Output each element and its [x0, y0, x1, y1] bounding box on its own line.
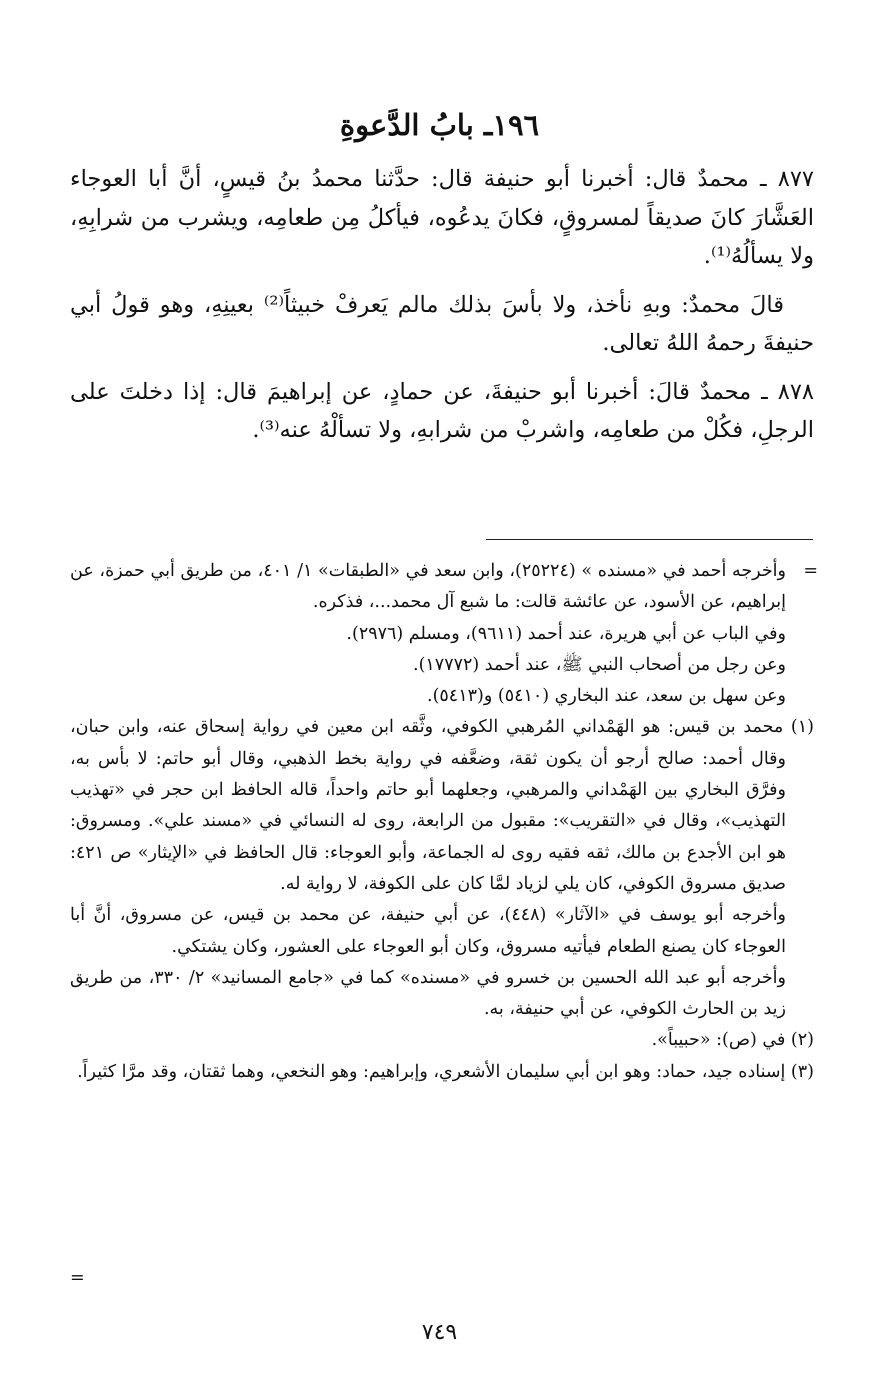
footnote-1: (١) محمد بن قيس: هو الهَمْداني المُرهبي الكوفي، وثَّقه ابن معين في رواية إسحاق عنه، وابن حبان، وقال أحمد: صالح أرجو أن يكون ثقة، وضعَّفه في رواية بخط الذهبي، وقال أبو حاتم: لا بأس به، وفرَّق البخاري بين الهَمْداني والمرهبي، وجعلهما أبو حاتم واحداً، قاله الحافظ ابن حجر في «تهذيب التهذيب»، وقال في «التقريب»: مقبول من الرابعة، روى له النسائي في «مسند علي». ومسروق: هو ابن الأجدع بن مالك، ثقه فقيه روى له الجماعة، وأبو العوجاء: قال الحافظ في «الإيثار» ص ٤٢١: صديق مسروق الكوفي، كان يلي لزياد لمَّا كان على الكوفة، لا رواية له. — [70, 717, 814, 894]
continued-mark: = — [70, 1268, 85, 1288]
paragraph-878: ٨٧٨ ـ محمدٌ قالَ: أخبرنا أبو حنيفةَ، عن حمادٍ، عن إبراهيمَ قال: إذا دخلتَ على الرجلِ، فكُلْ من طعامِه، واشربْ من شرابهِ، ولا تسألْهُ عنه⁽³⁾. — [70, 378, 814, 443]
footnote-continuation-line: وعن رجل من أصحاب النبي ﷺ، عند أحمد (١٧٧٧٢). — [413, 654, 786, 675]
main-text — [70, 160, 814, 460]
page-number: ٧٤٩ — [421, 1320, 458, 1345]
paragraph-877: ٨٧٧ ـ محمدٌ قال: أخبرنا أبو حنيفة قال: حدَّثنا محمدُ بنُ قيسٍ، أنَّ أبا العوجاء العَشَّارَ كانَ صديقاً لمسروقٍ، فكانَ يدعُوه، فيأكلُ مِن طعامِه، ويشرب من شرابِهِ، ولا يسألُهُ⁽¹⁾. — [70, 166, 814, 269]
footnote-3: (٣) إسناده جيد، حماد: وهو ابن أبي سليمان الأشعري، وإبراهيم: وهو النخعي، وهما ثقتان، وقد مرَّا كثيراً. — [77, 1061, 814, 1082]
continuation-mark: = — [803, 561, 818, 581]
chapter-title: ١٩٦ـ بابُ الدَّعوةِ — [339, 108, 540, 142]
footnote-continuation-line: وفي الباب عن أبي هريرة، عند أحمد (٩٦١١)، ومسلم (٢٩٧٦). — [346, 623, 786, 644]
footnote-continuation — [70, 556, 818, 619]
footnote-1-paragraph: وأخرجه أبو عبد الله الحسين بن خسرو في «مسنده» كما في «جامع المسانيد» ٢/ ٣٣٠، من طريق زيد بن الحارث الكوفي، عن أبي حنيفة، به. — [70, 967, 786, 1020]
footnote-continuation-line: وعن سهل بن سعد، عند البخاري (٥٤١٠) و(٥٤١٣). — [427, 686, 786, 707]
paragraph-commentary: قالَ محمدٌ: وبهِ نأخذ، ولا بأسَ بذلك مالم يَعرفْ خبيثاً⁽²⁾ بعينِهِ، وهو قولُ أبي حنيفةَ رحمهُ اللهُ تعالى. — [70, 291, 814, 356]
footnote-continuation-text: وأخرجه أحمد في «مسنده » (٢٥٢٢٤)، وابن سعد في «الطبقات» ١/ ٤٠١، من طريق أبي حمزة، عن إبراهيم، عن الأسود، عن عائشة قالت: ما شبع آل محمد...، فذكره. — [70, 561, 786, 613]
footnotes — [70, 556, 818, 1088]
footnote-2: (٢) في (ص): «حبيباً». — [651, 1030, 814, 1051]
footnote-separator — [486, 539, 813, 540]
footnote-1-paragraph: وأخرجه أبو يوسف في «الآثار» (٤٤٨)، عن أبي حنيفة، عن محمد بن قيس، عن مسروق، أنَّ أبا العوجاء كان يصنع الطعام فيأتيه مسروق، وكان أبو العوجاء على العشور، وكان يشتكي. — [70, 905, 787, 957]
